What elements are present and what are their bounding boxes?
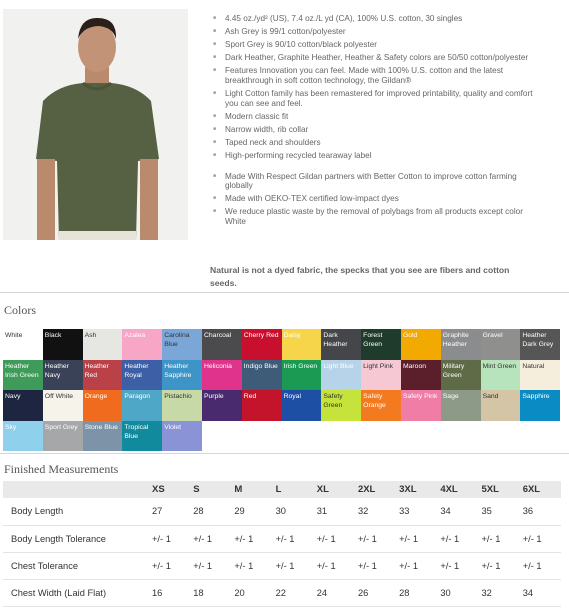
product-features	[213, 14, 533, 230]
color-swatch-cherry-red[interactable]	[242, 329, 282, 360]
measurement-value: 32	[355, 498, 396, 525]
measurement-value: 18	[190, 579, 231, 606]
measurement-value: 34	[437, 498, 478, 525]
color-swatch-mint-green[interactable]	[481, 360, 521, 391]
color-swatch-label: Safety Green	[323, 393, 343, 409]
measurement-label: Chest Tolerance	[3, 552, 149, 579]
color-swatch-gravel[interactable]	[481, 329, 521, 360]
model-tshirt-illustration	[3, 9, 188, 240]
size-header-3xl: 3XL	[396, 481, 437, 498]
measurement-label: Body Length	[3, 498, 149, 525]
measurement-value: 35	[479, 498, 520, 525]
color-swatch-label: Royal	[283, 393, 301, 400]
measurements-heading: Finished Measurements	[4, 462, 119, 476]
color-swatch-label: Sport Grey	[44, 423, 78, 431]
color-swatch-paragon[interactable]	[122, 390, 162, 421]
measurement-value: +/- 1	[231, 552, 272, 579]
measurement-value: +/- 1	[149, 552, 190, 579]
color-swatch-daisy[interactable]	[282, 329, 322, 360]
divider	[0, 453, 569, 454]
color-swatch-carolina-blue[interactable]	[162, 329, 202, 360]
color-swatch-safety-orange[interactable]	[361, 390, 401, 421]
color-swatch-label: Heliconia	[203, 362, 232, 370]
measurement-value: 30	[437, 579, 478, 606]
color-swatch-label: Forest Green	[363, 332, 383, 348]
measurement-value: +/- 1	[314, 525, 355, 552]
color-swatch-label: Heather Dark Grey	[522, 332, 554, 348]
color-swatch-sage[interactable]	[441, 390, 481, 421]
color-swatch-azalea[interactable]	[122, 329, 162, 360]
color-swatch-label: Heather Irish Green	[5, 362, 39, 379]
color-swatch-label: Cherry Red	[243, 332, 279, 339]
feature-item: ■ Ash Grey is 99/1 cotton/polyester	[213, 27, 533, 37]
size-header-4xl: 4XL	[437, 481, 478, 498]
size-header-5xl: 5XL	[479, 481, 520, 498]
color-swatch-tropical-blue[interactable]	[122, 421, 162, 452]
measurement-value: +/- 1	[355, 525, 396, 552]
measurement-value: +/- 1	[437, 552, 478, 579]
feature-item: ■ Features Innovation you can feel. Made with 100% U.S. cotton and the latest breakthrough in soft cotton technology, the Gildan®	[213, 66, 533, 85]
measurements-table	[3, 481, 561, 607]
measurement-value: +/- 1	[355, 552, 396, 579]
measurement-value: +/- 1	[314, 552, 355, 579]
size-header-2xl: 2XL	[355, 481, 396, 498]
color-swatch-label: Safety Pink	[402, 393, 438, 400]
color-swatch-dark-heather[interactable]	[321, 329, 361, 360]
color-swatch-label: Heather Navy	[44, 362, 69, 379]
color-swatch-pistachio[interactable]	[162, 390, 202, 421]
color-swatch-stone-blue[interactable]	[83, 421, 123, 452]
color-swatch-white[interactable]	[3, 329, 43, 360]
color-swatch-label: Heather Sapphire	[164, 362, 192, 379]
color-swatch-label: Tropical Blue	[124, 423, 149, 440]
feature-item: ■ Modern classic fit	[213, 112, 533, 122]
size-header-row	[3, 481, 561, 498]
color-swatch-grid	[3, 329, 561, 451]
color-swatch-label: Daisy	[283, 332, 301, 339]
color-swatch-indigo-blue[interactable]	[242, 360, 282, 391]
color-swatch-heather-royal[interactable]	[122, 360, 162, 391]
size-header-6xl: 6XL	[520, 481, 561, 498]
measurement-value: +/- 1	[231, 525, 272, 552]
color-swatch-violet[interactable]	[162, 421, 202, 452]
color-swatch-label: Graphite Heather	[442, 332, 469, 348]
measurement-value: +/- 1	[479, 525, 520, 552]
color-swatch-label: Sand	[482, 393, 499, 400]
measurement-value: 31	[314, 498, 355, 525]
measurement-value: +/- 1	[190, 525, 231, 552]
color-swatch-gold[interactable]	[401, 329, 441, 360]
size-header-xs: XS	[149, 481, 190, 498]
product-image	[3, 9, 188, 240]
color-swatch-label: Light Blue	[323, 362, 354, 370]
color-swatch-label: Sapphire	[522, 393, 550, 400]
color-swatch-label: Safety Orange	[363, 393, 386, 409]
color-swatch-label: Military Green	[442, 362, 465, 379]
natural-fabric-note: Natural is not a dyed fabric, the specks that you see are fibers and cotton seeds.	[210, 265, 510, 288]
color-swatch-label: Gold	[402, 332, 418, 339]
color-swatch-sky[interactable]	[3, 421, 43, 452]
feature-item: ■ We reduce plastic waste by the removal of polybags from all products except color White	[213, 207, 533, 226]
color-swatch-label: Stone Blue	[84, 423, 118, 431]
features-list-main	[213, 14, 533, 161]
measurement-value: +/- 1	[520, 552, 561, 579]
feature-item: ■ Taped neck and shoulders	[213, 138, 533, 148]
color-swatch-heliconia[interactable]	[202, 360, 242, 391]
color-swatch-light-blue[interactable]	[321, 360, 361, 391]
color-swatch-label: Navy	[5, 393, 21, 400]
color-swatch-label: Carolina Blue	[164, 332, 190, 348]
color-swatch-label: Sky	[5, 423, 17, 431]
measurement-row-chest-tolerance	[3, 552, 561, 579]
measurement-value: +/- 1	[396, 525, 437, 552]
color-swatch-label: Maroon	[402, 362, 427, 370]
color-swatch-military-green[interactable]	[441, 360, 481, 391]
color-swatch-label: Light Pink	[363, 362, 394, 370]
feature-item: ■ Narrow width, rib collar	[213, 125, 533, 135]
measurement-row-body-length	[3, 498, 561, 525]
color-swatch-label: Gravel	[482, 332, 503, 339]
color-swatch-label: Natural	[522, 362, 545, 370]
color-swatch-sand[interactable]	[481, 390, 521, 421]
color-swatch-royal[interactable]	[282, 390, 322, 421]
feature-item: ■ Light Cotton family has been remastered for improved printability, quality and comfort you can see and feel.	[213, 89, 533, 108]
color-swatch-label: Red	[243, 393, 257, 400]
measurement-value: 28	[190, 498, 231, 525]
measurement-value: 24	[314, 579, 355, 606]
color-swatch-label: Off White	[44, 393, 73, 400]
measurement-row-body-length-tolerance	[3, 525, 561, 552]
color-swatch-label: Irish Green	[283, 362, 318, 370]
color-swatch-label: Heather Red	[84, 362, 109, 379]
color-swatch-label: Pistachio	[164, 393, 192, 400]
color-swatch-label: Black	[44, 332, 62, 339]
color-swatch-label: Purple	[203, 393, 224, 400]
color-swatch-heather-red[interactable]	[83, 360, 123, 391]
color-swatch-charcoal[interactable]	[202, 329, 242, 360]
measurement-value: +/- 1	[190, 552, 231, 579]
color-swatch-graphite-heather[interactable]	[441, 329, 481, 360]
feature-item: ■ 4.45 oz./yd² (US), 7.4 oz./L yd (CA), 100% U.S. cotton, 30 singles	[213, 14, 533, 24]
divider	[0, 292, 569, 293]
color-swatch-label: Azalea	[124, 332, 146, 339]
measurement-value: 33	[396, 498, 437, 525]
measurement-value: +/- 1	[273, 552, 314, 579]
color-swatch-label: Charcoal	[203, 332, 232, 339]
color-swatch-label: Violet	[164, 423, 182, 431]
color-swatch-label: Sage	[442, 393, 459, 400]
measurement-value: +/- 1	[149, 525, 190, 552]
size-header-m: M	[231, 481, 272, 498]
measurement-value: +/- 1	[273, 525, 314, 552]
measurement-value: +/- 1	[396, 552, 437, 579]
color-swatch-light-pink[interactable]	[361, 360, 401, 391]
color-swatch-label: Heather Royal	[124, 362, 149, 379]
measurement-value: 34	[520, 579, 561, 606]
size-header-s: S	[190, 481, 231, 498]
measurement-value: 20	[231, 579, 272, 606]
color-swatch-red[interactable]	[242, 390, 282, 421]
size-header-xl: XL	[314, 481, 355, 498]
measurement-row-chest-width-laid-flat	[3, 579, 561, 606]
color-swatch-label: Orange	[84, 393, 108, 400]
color-swatch-orange[interactable]	[83, 390, 123, 421]
feature-item: ■ High-performing recycled tearaway label	[213, 151, 533, 161]
measurement-value: 26	[355, 579, 396, 606]
color-swatch-purple[interactable]	[202, 390, 242, 421]
color-swatch-label: Ash	[84, 332, 97, 339]
color-swatch-label: Dark Heather	[323, 332, 348, 348]
color-swatch-forest-green[interactable]	[361, 329, 401, 360]
color-swatch-sapphire[interactable]	[520, 390, 560, 421]
color-swatch-heather-navy[interactable]	[43, 360, 83, 391]
measurement-value: +/- 1	[520, 525, 561, 552]
color-swatch-off-white[interactable]	[43, 390, 83, 421]
color-swatch-label: Mint Green	[482, 362, 517, 370]
measurement-value: 28	[396, 579, 437, 606]
feature-item: ■ Dark Heather, Graphite Heather, Heather & Safety colors are 50/50 cotton/polyester	[213, 53, 533, 63]
feature-item: ■ Made With Respect Gildan partners with Better Cotton to improve cotton farming globally	[213, 172, 533, 191]
measurement-value: +/- 1	[479, 552, 520, 579]
measurement-label: Body Length Tolerance	[3, 525, 149, 552]
color-swatch-heather-dark-grey[interactable]	[520, 329, 560, 360]
color-swatch-label: Paragon	[124, 393, 151, 400]
measurement-value: 27	[149, 498, 190, 525]
color-swatch-label: White	[5, 332, 23, 339]
measurement-value: 36	[520, 498, 561, 525]
color-swatch-ash[interactable]	[83, 329, 123, 360]
measurement-value: 32	[479, 579, 520, 606]
color-swatch-sport-grey[interactable]	[43, 421, 83, 452]
measurement-value: 22	[273, 579, 314, 606]
color-swatch-heather-irish-green[interactable]	[3, 360, 43, 391]
color-swatch-black[interactable]	[43, 329, 83, 360]
color-swatch-natural[interactable]	[520, 360, 560, 391]
empty-header-cell	[3, 481, 149, 498]
color-swatch-safety-pink[interactable]	[401, 390, 441, 421]
color-swatch-label: Indigo Blue	[243, 362, 278, 370]
color-swatch-irish-green[interactable]	[282, 360, 322, 391]
feature-item: ■ Made with OEKO-TEX certified low-impact dyes	[213, 194, 533, 204]
color-swatch-navy[interactable]	[3, 390, 43, 421]
color-swatch-maroon[interactable]	[401, 360, 441, 391]
features-list-sustainability	[213, 172, 533, 227]
feature-item: ■ Sport Grey is 90/10 cotton/black polyester	[213, 40, 533, 50]
color-swatch-safety-green[interactable]	[321, 390, 361, 421]
colors-heading: Colors	[4, 303, 37, 317]
measurement-value: 16	[149, 579, 190, 606]
measurement-value: +/- 1	[437, 525, 478, 552]
size-header-l: L	[273, 481, 314, 498]
measurement-label: Chest Width (Laid Flat)	[3, 579, 149, 606]
measurement-value: 30	[273, 498, 314, 525]
measurement-value: 29	[231, 498, 272, 525]
color-swatch-heather-sapphire[interactable]	[162, 360, 202, 391]
